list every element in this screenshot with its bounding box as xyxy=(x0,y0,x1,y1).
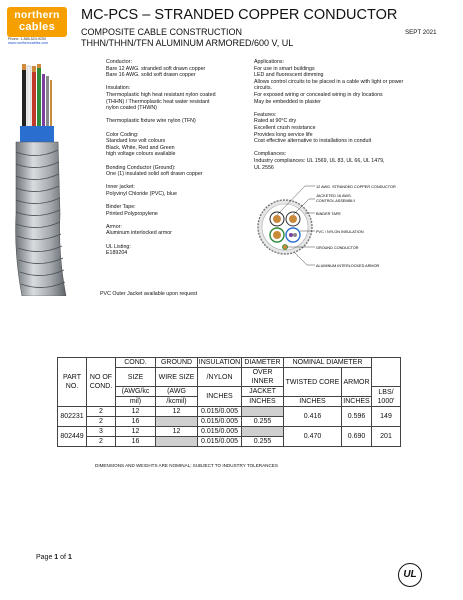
spec-block xyxy=(106,59,241,79)
header-cond-size-d: mil) xyxy=(116,397,156,407)
spec-heading: Armor: xyxy=(106,223,122,230)
spec-line: Printed Polypropylene xyxy=(106,210,158,217)
page-number: Page 1 of 1 xyxy=(36,554,72,561)
spec-block xyxy=(254,151,424,171)
control-core-b xyxy=(293,233,297,237)
spec-line: circuits. xyxy=(254,85,272,92)
spec-line: For exposed wiring or concealed wiring in dry locations xyxy=(254,91,383,98)
wire-purple xyxy=(42,74,45,130)
logo-line1: northern xyxy=(14,9,60,21)
wire-ground xyxy=(50,80,52,130)
spec-block xyxy=(254,59,424,105)
cell-cond: 2 xyxy=(87,437,116,447)
spec-heading: Insulation: xyxy=(106,85,131,92)
conductor-1-core xyxy=(273,215,281,223)
spec-line: Black, White, Red and Green xyxy=(106,144,175,151)
spec-line: Cost effective alternative to installations in conduit xyxy=(254,138,372,145)
company-logo xyxy=(7,7,67,37)
header-ground-d: /kcmil) xyxy=(156,397,198,407)
cell-ins: 0.015/0.005 xyxy=(198,407,242,417)
spec-line: Standard low volt colours xyxy=(106,138,166,145)
header-part-no: PART NO. xyxy=(58,358,87,407)
spec-block xyxy=(106,244,241,257)
cell-cond: 3 xyxy=(87,427,116,437)
spec-right-column xyxy=(254,59,424,178)
spec-line: Aluminum interlocked armor xyxy=(106,230,172,237)
spec-heading: Features: xyxy=(254,111,277,118)
cell-cond: 2 xyxy=(87,417,116,427)
spec-line: Bare 16 AWG. solid soft drawn copper xyxy=(106,72,196,79)
spec-line: UL 2556 xyxy=(254,164,274,171)
spec-line: LED and fluorescent dimming xyxy=(254,72,324,79)
cell-twisted: 0.416 xyxy=(284,407,342,427)
document-date: SEPT 2021 xyxy=(405,29,437,36)
cell-armor: 0.690 xyxy=(342,427,372,447)
header-nominal: NOMINAL DIAMETER xyxy=(284,358,372,368)
header-armor: ARMOR xyxy=(342,368,372,397)
header-dia-a: DIAMETER xyxy=(242,358,284,368)
cell-dia-empty xyxy=(242,427,284,437)
label-insulation: PVC / NYLON INSULATION xyxy=(316,230,364,234)
table-row xyxy=(58,407,401,417)
label-stranded-conductor: 12 AWG. STRANDED COPPER CONDUCTOR xyxy=(316,185,396,189)
spec-line: nylon coated (THWN) xyxy=(106,105,157,112)
header-ground-b: WIRE SIZE xyxy=(156,368,198,387)
header-cond-size-c: (AWG/kc xyxy=(116,387,156,397)
cell-lbs: 149 xyxy=(372,407,401,427)
cell-cond: 2 xyxy=(87,407,116,417)
header-ground-c: (AWG xyxy=(156,387,198,397)
cell-ins: 0.015/0.005 xyxy=(198,417,242,427)
page-title: MC-PCS – STRANDED COPPER CONDUCTOR xyxy=(81,7,398,23)
spec-line: May be embedded in plaster xyxy=(254,98,321,105)
spec-left-column xyxy=(106,59,241,263)
logo-contact xyxy=(8,37,78,46)
cell-part: 802449 xyxy=(58,427,87,447)
ground-conductor xyxy=(283,245,288,250)
spec-heading: Binder Tape: xyxy=(106,204,136,211)
spec-line: Provides long service life xyxy=(254,131,313,138)
header-dia-c: JACKET xyxy=(242,387,284,397)
header-no-cond: NO OF COND. xyxy=(87,358,116,407)
label-armor: ALUMINUM INTERLOCKED ARMOR xyxy=(316,264,380,268)
conductor-3-core xyxy=(273,231,281,239)
wire-green xyxy=(37,68,41,130)
spec-block xyxy=(106,132,241,158)
spec-heading: Thermoplastic fixture wire nylon (TFN) xyxy=(106,118,196,125)
spec-line: Allows control circuits to be placed in a cable with light or power xyxy=(254,78,404,85)
spec-line: Industry compliances: UL 1569, UL 83, UL 66, UL 1479, xyxy=(254,157,385,164)
spec-line: high voltage colours available xyxy=(106,151,176,158)
spec-line: For use in smart buildings xyxy=(254,65,315,72)
pvc-jacket-note: PVC Outer Jacket available upon request xyxy=(100,291,198,297)
wire-black xyxy=(22,70,26,130)
spec-block xyxy=(106,224,241,237)
cell-ground: 12 xyxy=(156,407,198,417)
header-ground-a: GROUND xyxy=(156,358,198,368)
spec-heading: Applications: xyxy=(254,59,285,65)
spec-heading: Conductor: xyxy=(106,59,132,65)
cell-ground-empty xyxy=(156,437,198,447)
cell-dia: 0.255 xyxy=(242,417,284,427)
spec-line: (THHN) / Thermoplastic heat water resistant xyxy=(106,98,210,105)
label-binder-tape: BINDER TAPE xyxy=(316,212,341,216)
spec-block xyxy=(106,184,241,197)
spec-line: E189204 xyxy=(106,250,128,257)
table-row xyxy=(58,427,401,437)
subtitle-construction: COMPOSITE CABLE CONSTRUCTION xyxy=(81,27,243,37)
spec-block xyxy=(254,112,424,145)
spec-heading: Compliances: xyxy=(254,151,287,158)
cell-size: 16 xyxy=(116,437,156,447)
spec-heading: Inner jacket: xyxy=(106,184,135,191)
table-header-row-1 xyxy=(58,358,401,368)
cell-twisted: 0.470 xyxy=(284,427,342,447)
logo-phone: Phone: 1-866-524-9250 xyxy=(8,37,46,41)
label-control-assembly-2: CONTROL ASSEMBLY xyxy=(316,199,356,203)
control-core-a xyxy=(289,233,293,237)
header-ins-a: INSULATION xyxy=(198,359,241,366)
cell-armor: 0.596 xyxy=(342,407,372,427)
spec-line: Excellent crush resistance xyxy=(254,124,316,131)
spec-heading: UL Listing: xyxy=(106,243,131,250)
subtitle-rating: THHN/THHN/TFN ALUMINUM ARMORED/600 V, UL xyxy=(81,38,294,48)
spec-heading: Color Coding: xyxy=(106,131,139,138)
cell-ins: 0.015/0.005 xyxy=(198,427,242,437)
spec-line: Thermoplastic high heat resistant nylon coated xyxy=(106,91,216,98)
copper-tip-3 xyxy=(37,64,41,68)
header-cond-size-a: COND. xyxy=(116,358,156,368)
cell-ground: 12 xyxy=(156,427,198,437)
logo-url[interactable]: www.northerncables.com xyxy=(8,41,49,46)
tolerance-note: DIMENSIONS AND WEIGHTS ARE NOMINAL; SUBJECT TO INDUSTRY TOLERANCES xyxy=(95,463,278,468)
header-lbs: LBS/ 1000' xyxy=(372,387,401,407)
conductor-2-core xyxy=(289,215,297,223)
copper-tip-1 xyxy=(22,64,26,70)
cell-ground-empty xyxy=(156,417,198,427)
header-dia-b: OVER INNER xyxy=(242,368,284,387)
cell-part: 802231 xyxy=(58,407,87,427)
spec-line: Rated at 90°C dry xyxy=(254,118,297,125)
spec-table xyxy=(57,357,401,447)
header-ins-b: /NYLON xyxy=(198,368,242,387)
cable-cross-section xyxy=(255,175,420,290)
cell-dia: 0.255 xyxy=(242,437,284,447)
cell-size: 12 xyxy=(116,427,156,437)
cell-lbs: 201 xyxy=(372,427,401,447)
cell-ins: 0.015/0.005 xyxy=(198,437,242,447)
cell-size: 16 xyxy=(116,417,156,427)
spec-block xyxy=(106,85,241,111)
header-dia-d: INCHES xyxy=(242,397,284,407)
spec-block xyxy=(106,204,241,217)
spec-line: Polyvinyl Chloride (PVC), blue xyxy=(106,190,177,197)
header-lbs-blank xyxy=(372,358,401,387)
cell-dia-empty xyxy=(242,407,284,417)
copper-tip-2 xyxy=(32,66,36,72)
header-cond-size-b: SIZE xyxy=(116,368,156,387)
cable-illustration xyxy=(8,64,90,296)
header-ins-c: INCHES xyxy=(198,387,242,407)
ul-listed-mark: UL xyxy=(398,563,422,587)
spec-line: Bare 12 AWG. stranded soft drawn copper xyxy=(106,65,206,72)
spec-heading: Bonding Conductor (Ground): xyxy=(106,164,176,171)
binder-ring xyxy=(262,204,308,250)
cell-size: 12 xyxy=(116,407,156,417)
header-armor-unit: INCHES xyxy=(343,398,370,405)
spec-block xyxy=(106,165,241,178)
spec-line: One (1) insulated solid soft drawn copper xyxy=(106,171,203,178)
logo-line2: cables xyxy=(18,21,56,33)
spec-block xyxy=(106,118,241,125)
wire-gray xyxy=(46,76,49,130)
header-twisted-unit: INCHES xyxy=(284,397,342,407)
label-control-assembly-1: JACKETED 16 AWG. xyxy=(316,194,352,198)
wire-red xyxy=(32,72,36,130)
header-twisted: TWISTED CORE xyxy=(284,368,342,397)
label-ground-conductor: GROUND CONDUCTOR xyxy=(316,246,359,250)
wire-white xyxy=(27,66,31,130)
